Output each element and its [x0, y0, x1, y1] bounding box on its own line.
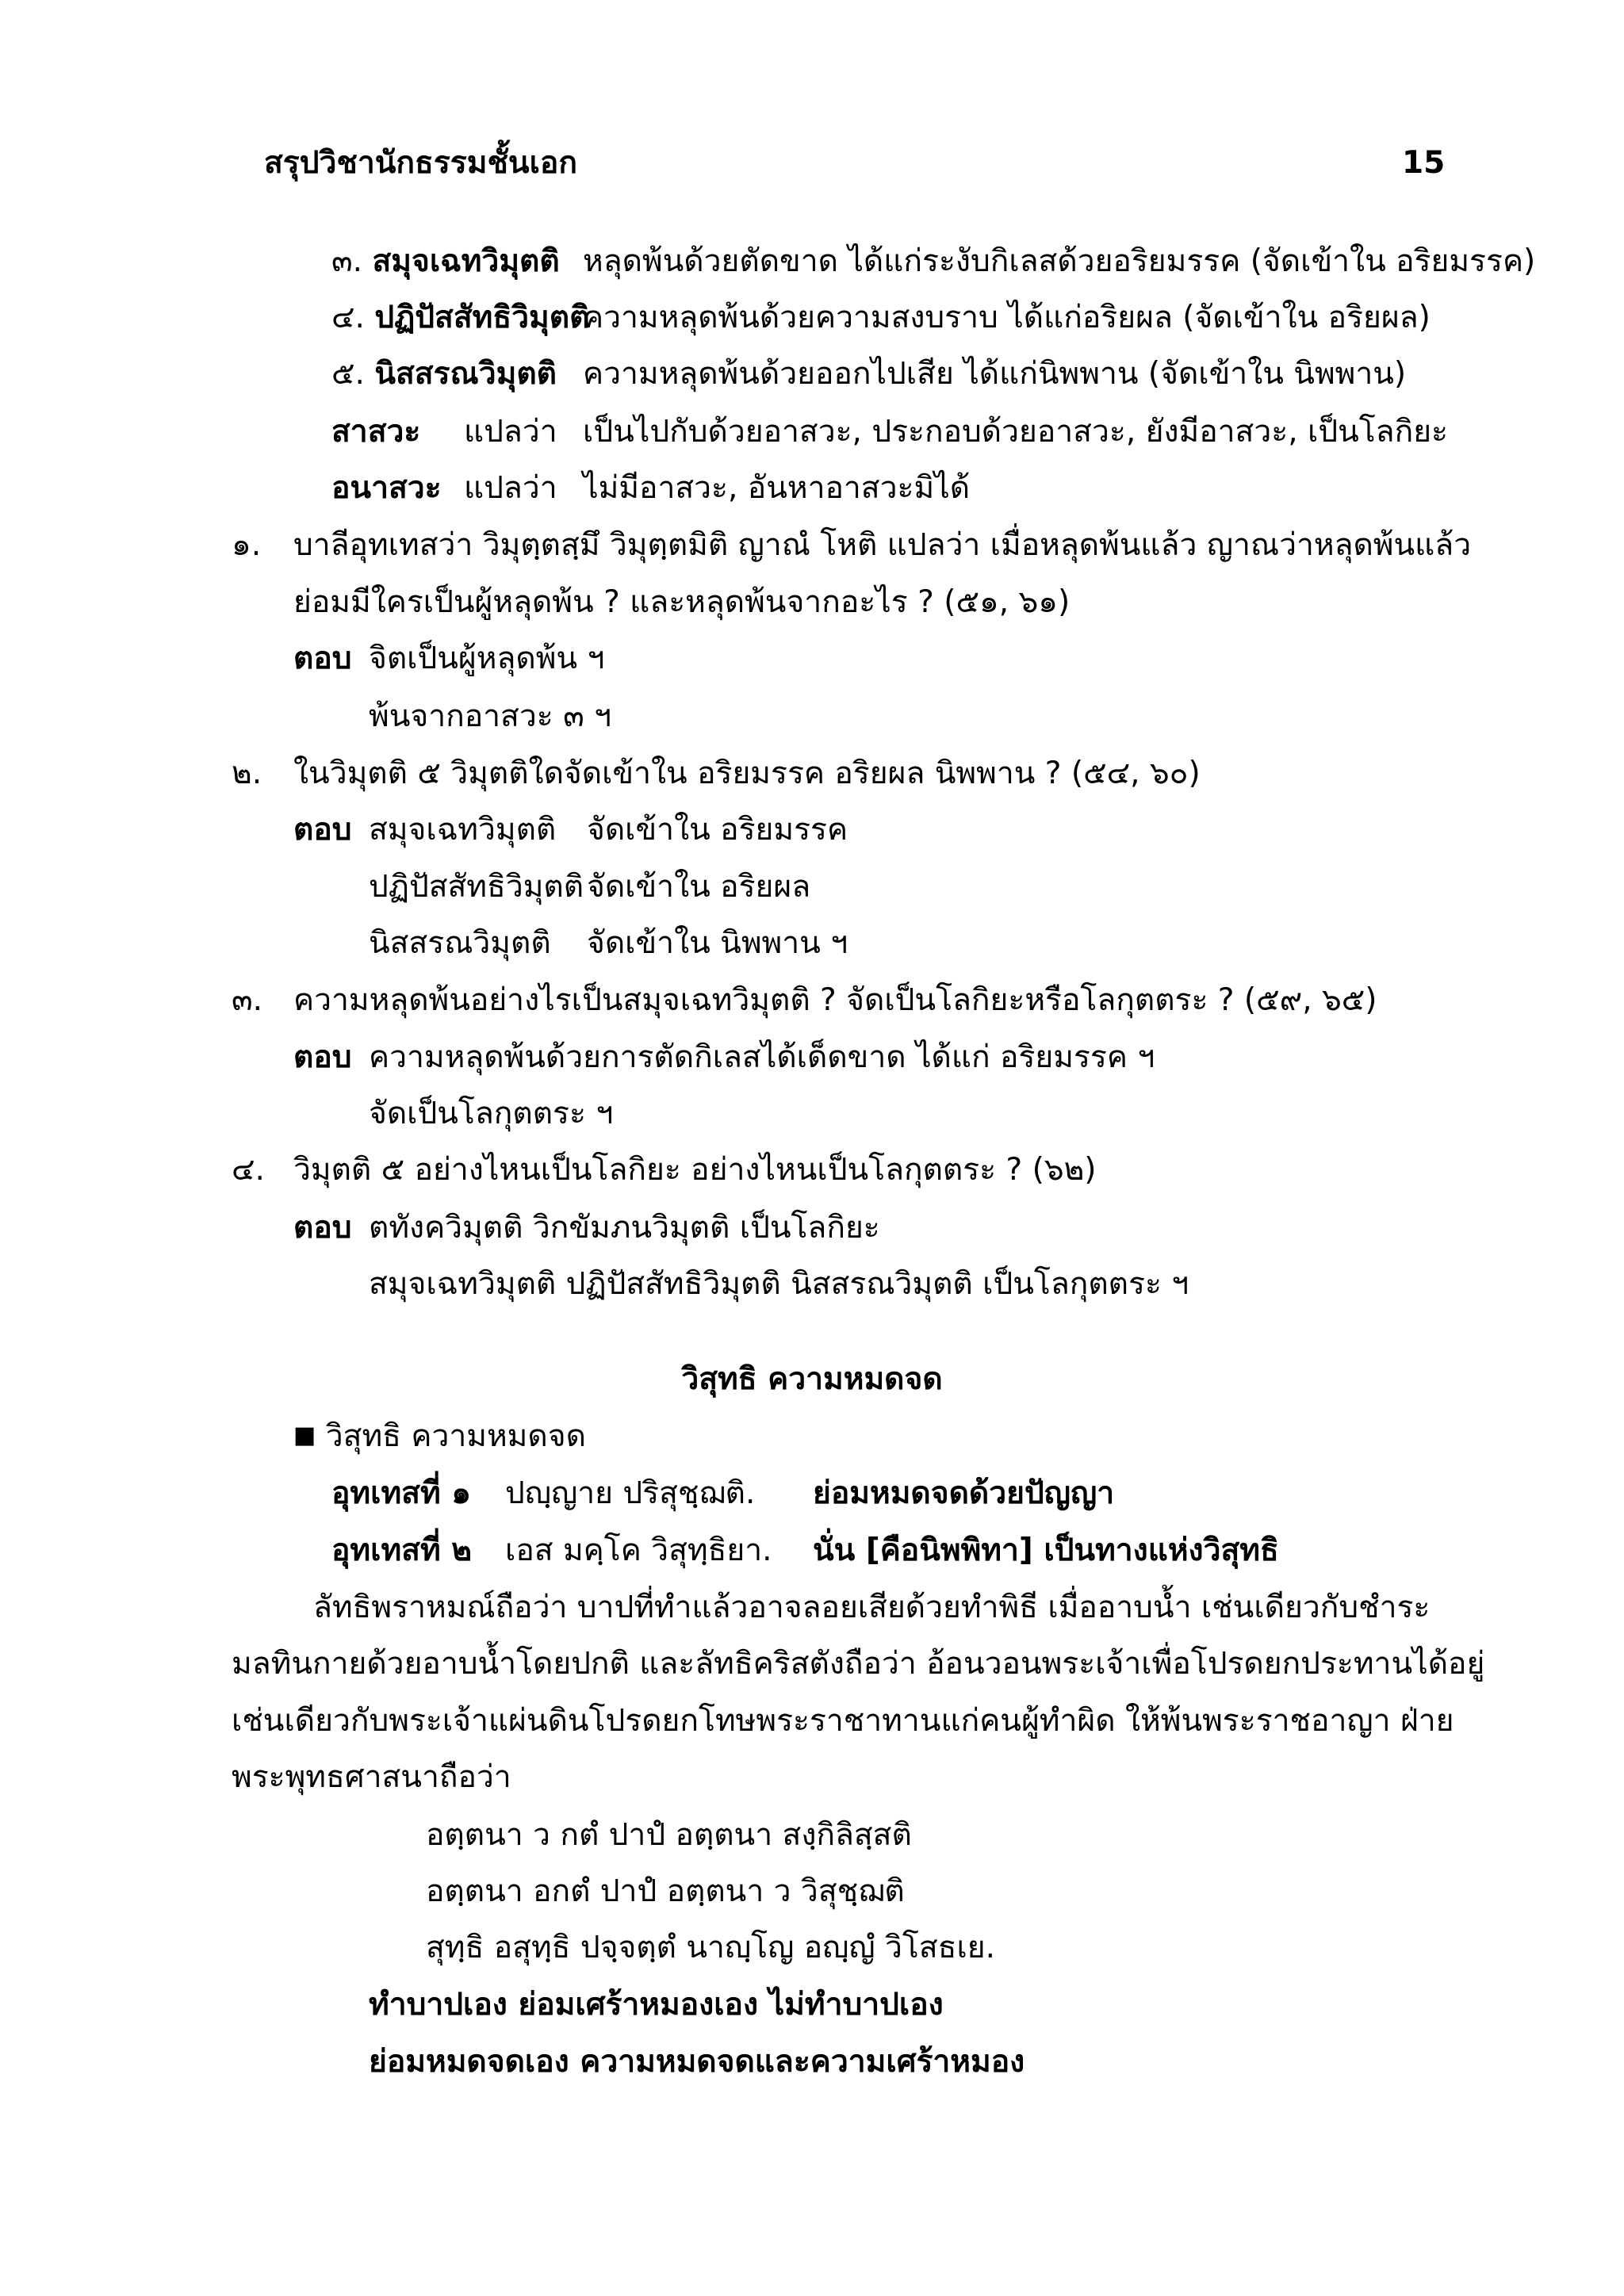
definition-term: สาสวะ	[331, 414, 421, 450]
definition-text: เป็นไปกับด้วยอาสวะ, ประกอบด้วยอาสวะ, ยังมีอาสวะ, เป็นโลกิยะ	[583, 414, 1448, 450]
vimutti-item	[331, 356, 557, 392]
definition-means: แปลว่า	[464, 414, 557, 450]
item-description: หลุดพ้นด้วยตัดขาด ได้แก่ระงับกิเลสด้วยอริยมรรค (จัดเข้าใน อริยมรรค)	[583, 243, 1536, 279]
item-term: นิสสรณวิมุตติ	[374, 356, 557, 392]
question-text: วิมุตติ ๕ อย่างไหนเป็นโลกิยะ อย่างไหนเป็นโลกุตตระ ? (๖๒)	[293, 1152, 1097, 1188]
section-heading: วิสุทธิ ความหมดจด	[681, 1361, 943, 1397]
paragraph-line: ลัทธิพราหมณ์ถือว่า บาปที่ทำแล้วอาจลอยเสียด้วยทำพิธี เมื่ออาบน้ำ เช่นเดียวกับชำระ	[313, 1590, 1431, 1625]
running-header-title: สรุปวิชานักธรรมชั้นเอก	[264, 145, 577, 181]
definition-means: แปลว่า	[464, 470, 557, 506]
page-number: 15	[1402, 145, 1446, 181]
paragraph-line: เช่นเดียวกับพระเจ้าแผ่นดินโปรดยกโทษพระราชาทานแก่คนผู้ทำผิด ให้พ้นพระราชอาญา ฝ่าย	[232, 1703, 1454, 1739]
translation-line: ทำบาปเอง ย่อมเศร้าหมองเอง ไม่ทำบาปเอง	[369, 1987, 944, 2022]
translation-line: ย่อมหมดจดเอง ความหมดจดและความเศร้าหมอง	[369, 2044, 1025, 2080]
question-text: ในวิมุตติ ๕ วิมุตติใดจัดเข้าใน อริยมรรค อริยผล นิพพาน ? (๕๔, ๖๐)	[293, 756, 1201, 791]
uddesa-label: อุทเทสที่ ๒	[331, 1533, 472, 1568]
question-number: ๔.	[232, 1152, 265, 1188]
definition-term: อนาสวะ	[331, 470, 442, 506]
item-number: ๔.	[331, 300, 365, 335]
bullet-item	[293, 1418, 586, 1454]
item-term: ปฏิปัสสัทธิวิมุตติ	[374, 300, 590, 335]
item-number: ๕.	[331, 356, 365, 392]
uddesa-meaning: ย่อมหมดจดด้วยปัญญา	[813, 1475, 1115, 1511]
answer-left: นิสสรณวิมุตติ	[369, 925, 551, 961]
verse-line: อตฺตนา ว กตํ ปาปํ อตฺตนา สงฺกิลิสฺสติ	[426, 1817, 912, 1853]
item-description: ความหลุดพ้นด้วยความสงบราบ ได้แก่อริยผล (จัดเข้าใน อริยผล)	[583, 300, 1431, 335]
answer-right: จัดเข้าใน อริยผล	[587, 869, 811, 905]
item-term: สมุจเฉทวิมุตติ	[372, 243, 560, 279]
answer-right: จัดเข้าใน อริยมรรค	[587, 812, 848, 848]
question-number: ๒.	[232, 756, 262, 791]
verse-line: อตฺตนา อกตํ ปาปํ อตฺตนา ว วิสุชฺฌติ	[426, 1873, 905, 1909]
definition-text: ไม่มีอาสวะ, อันหาอาสวะมิได้	[583, 470, 971, 506]
answer-right: จัดเข้าใน นิพพาน ฯ	[587, 925, 848, 961]
question-text: ย่อมมีใครเป็นผู้หลุดพ้น ? และหลุดพ้นจากอะไร ? (๕๑, ๖๑)	[293, 584, 1071, 620]
uddesa-meaning: นั่น [คือนิพพิทา] เป็นทางแห่งวิสุทธิ	[813, 1533, 1279, 1568]
uddesa-label: อุทเทสที่ ๑	[331, 1475, 472, 1511]
paragraph-line: มลทินกายด้วยอาบน้ำโดยปกติ และลัทธิคริสตังถือว่า อ้อนวอนพระเจ้าเพื่อโปรดยกประทานได้อยู่	[232, 1646, 1485, 1682]
item-description: ความหลุดพ้นด้วยออกไปเสีย ได้แก่นิพพาน (จัดเข้าใน นิพพาน)	[583, 356, 1407, 392]
question-number: ๓.	[232, 982, 263, 1018]
answer-text: ความหลุดพ้นด้วยการตัดกิเลสได้เด็ดขาด ได้แก่ อริยมรรค ฯ	[369, 1039, 1155, 1075]
verse-line: สุทฺธิ อสุทฺธิ ปจฺจตฺตํ นาญฺโญ อญฺญํ วิโสธเย.	[426, 1930, 996, 1965]
answer-label: ตอบ	[293, 1039, 352, 1075]
answer-text: จัดเป็นโลกุตตระ ฯ	[369, 1096, 614, 1131]
uddesa-pali: เอส มคฺโค วิสุทฺธิยา.	[505, 1533, 772, 1568]
answer-text: ตทังควิมุตติ วิกขัมภนวิมุตติ เป็นโลกิยะ	[369, 1210, 880, 1246]
answer-text: จิตเป็นผู้หลุดพ้น ฯ	[369, 641, 605, 676]
answer-label: ตอบ	[293, 1210, 352, 1246]
item-number: ๓.	[331, 243, 363, 279]
question-text: ความหลุดพ้นอย่างไรเป็นสมุจเฉทวิมุตติ ? จัดเป็นโลกิยะหรือโลกุตตระ ? (๕๙, ๖๕)	[293, 982, 1377, 1018]
answer-text: สมุจเฉทวิมุตติ ปฏิปัสสัทธิวิมุตติ นิสสรณวิมุตติ เป็นโลกุตตระ ฯ	[369, 1266, 1189, 1302]
answer-text: พ้นจากอาสวะ ๓ ฯ	[369, 698, 612, 734]
question-text: บาลีอุทเทสว่า วิมุตฺตสฺมึ วิมุตฺตมิติ ญาณํ โหติ แปลว่า เมื่อหลุดพ้นแล้ว ญาณว่าหลุดพ้นแล้ว	[293, 527, 1472, 563]
answer-label: ตอบ	[293, 812, 352, 848]
bullet-square-icon: ■	[293, 1422, 316, 1449]
vimutti-item	[331, 243, 560, 279]
paragraph-line: พระพุทธศาสนาถือว่า	[232, 1759, 511, 1795]
uddesa-pali: ปญฺญาย ปริสุชฺฌติ.	[505, 1475, 756, 1511]
answer-left: ปฏิปัสสัทธิวิมุตติ	[369, 869, 584, 905]
bullet-text: วิสุทธิ ความหมดจด	[325, 1418, 586, 1454]
answer-label: ตอบ	[293, 641, 352, 676]
answer-left: สมุจเฉทวิมุตติ	[369, 812, 557, 848]
question-number: ๑.	[232, 527, 262, 563]
vimutti-item	[331, 302, 589, 333]
